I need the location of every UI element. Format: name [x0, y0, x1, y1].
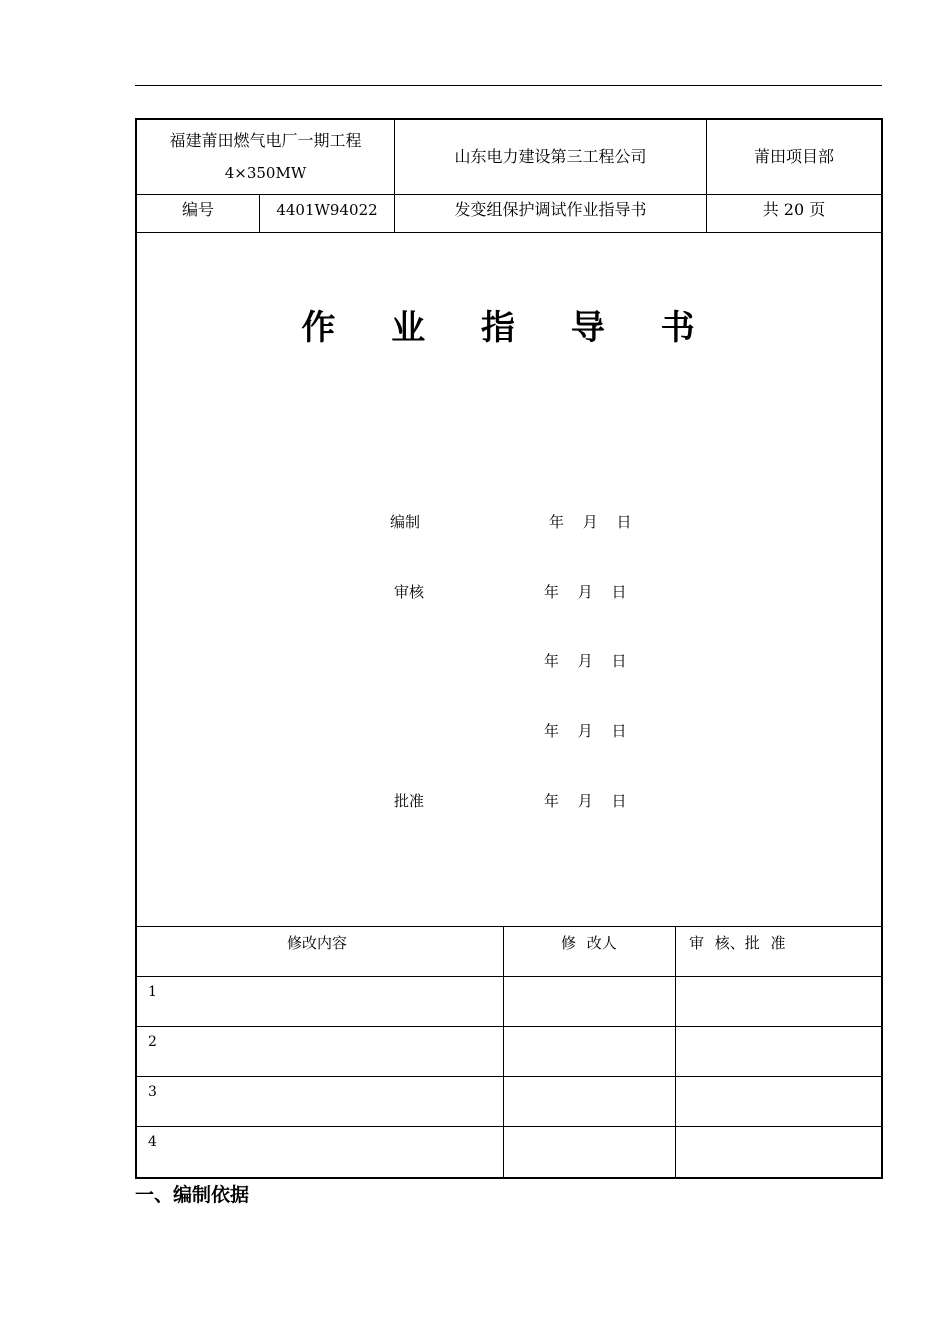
revision-col-divider-1 [503, 926, 504, 1177]
revision-header-content: 修改内容 [287, 934, 348, 952]
sig-date-blank-1: 年 月 日 [544, 652, 627, 670]
number-value-cell: 4401W94022 [276, 201, 378, 219]
page-header-rule [135, 85, 882, 86]
page-count-cell: 共 20 页 [762, 200, 826, 219]
project-name-line1: 福建莆田燃气电厂一期工程 [169, 131, 362, 150]
sig-date-approve: 年 月 日 [544, 792, 627, 810]
sig-label-review: 审核 [394, 583, 425, 601]
sig-date-compile: 年 月 日 [549, 513, 632, 531]
main-title: 作 业 指 导 书 [301, 308, 717, 348]
header-bottom-divider [137, 232, 881, 233]
revision-col-divider-2 [675, 926, 676, 1177]
project-name-cell [137, 120, 394, 194]
revision-row-number: 1 [148, 984, 157, 1000]
sig-label-approve: 批准 [394, 792, 425, 810]
project-name-line2: 4×350MW [224, 164, 307, 182]
document-cover-frame [135, 118, 883, 1179]
sig-label-compile: 编制 [390, 513, 421, 531]
company-cell: 山东电力建设第三工程公司 [454, 147, 647, 166]
revision-row-divider-2 [137, 1026, 881, 1027]
section-heading: 一、编制依据 [135, 1184, 250, 1206]
sig-date-review: 年 月 日 [544, 583, 627, 601]
revision-row-number: 4 [148, 1134, 157, 1150]
revision-row-number: 3 [148, 1084, 157, 1100]
revision-header-approval: 审 核、批 准 [689, 934, 786, 952]
revision-row-divider-3 [137, 1076, 881, 1077]
doc-title-cell: 发变组保护调试作业指导书 [454, 200, 647, 219]
revision-row-number: 2 [148, 1034, 157, 1050]
department-cell: 莆田项目部 [753, 147, 834, 166]
sig-date-blank-2: 年 月 日 [544, 722, 627, 740]
revision-row-divider-1 [137, 976, 881, 977]
revision-table-top [137, 926, 881, 927]
number-label-cell: 编号 [181, 200, 214, 219]
revision-header-editor: 修 改人 [561, 934, 617, 952]
revision-row-divider-4 [137, 1126, 881, 1127]
